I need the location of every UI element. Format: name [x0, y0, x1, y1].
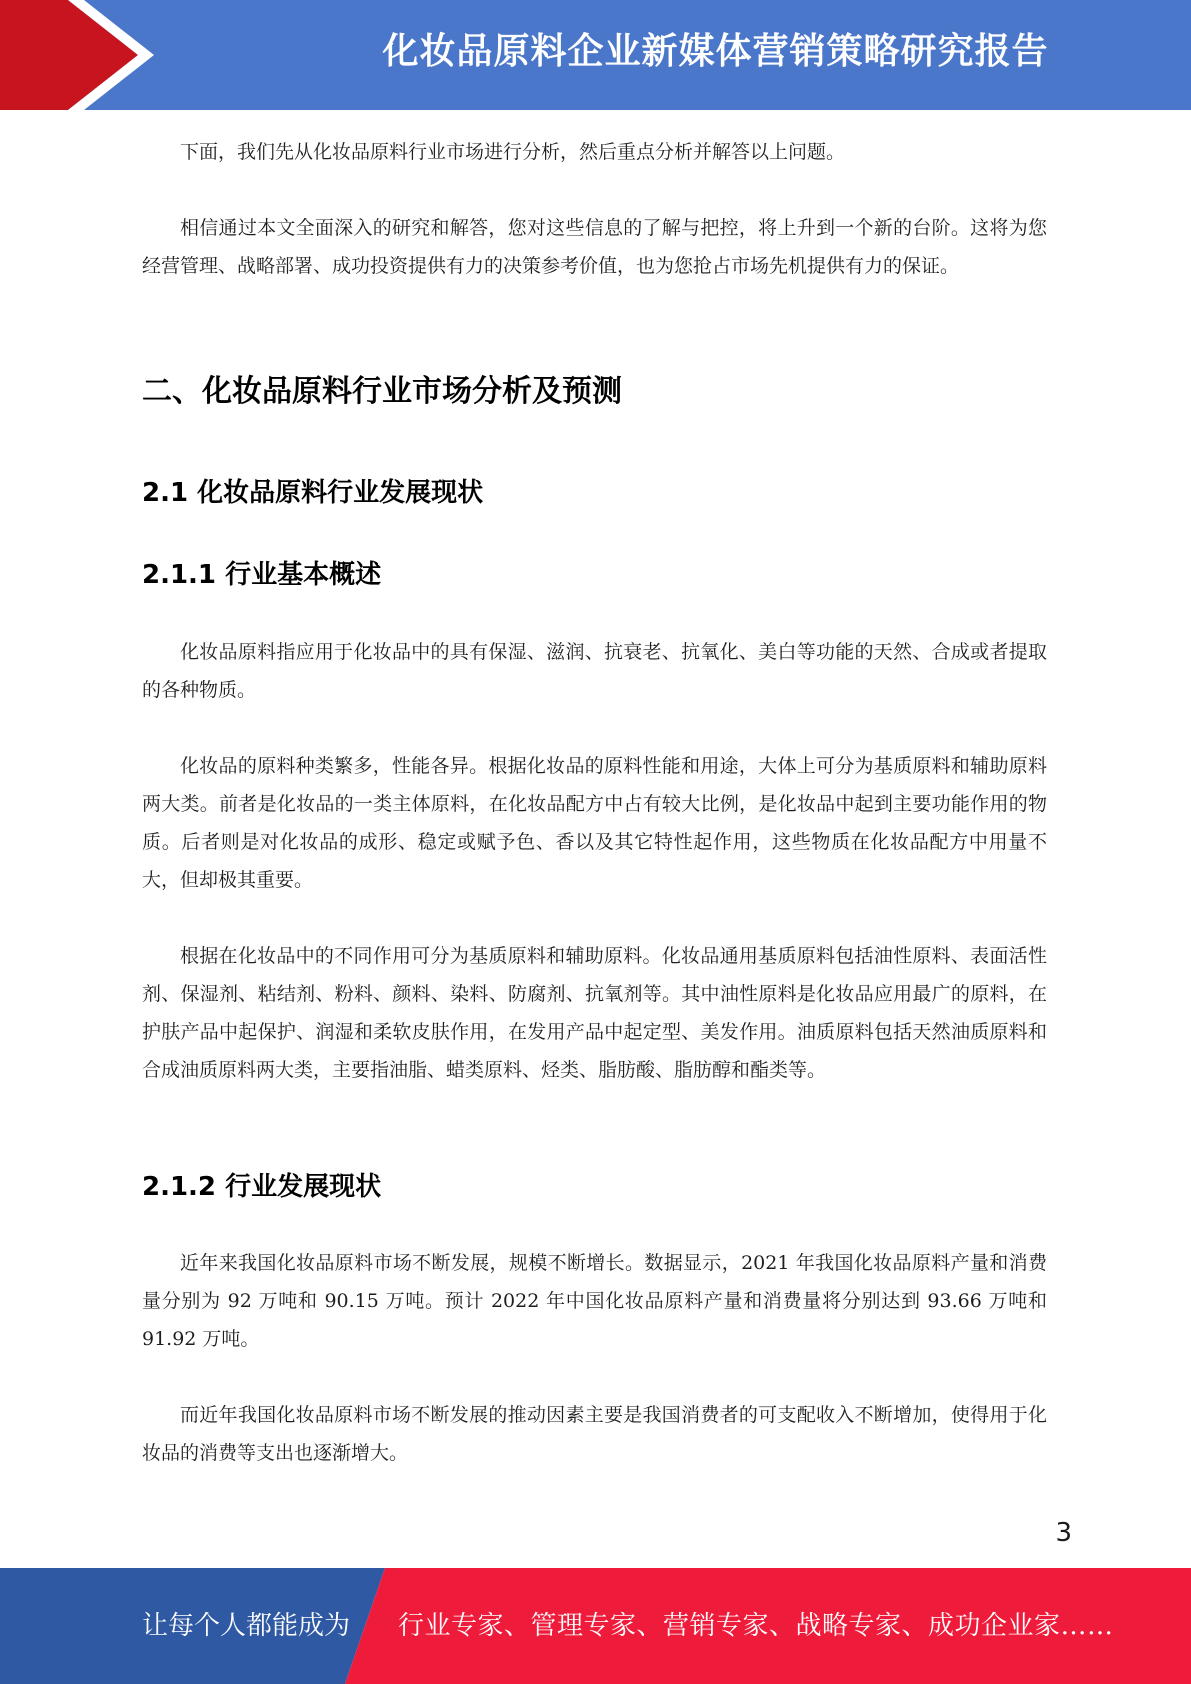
paragraph-drivers: 而近年我国化妆品原料市场不断发展的推动因素主要是我国消费者的可支配收入不断增加，使得用于化妆品的消费等支出也逐渐增大。 — [142, 1404, 1047, 1464]
paragraph-base-materials: 根据在化妆品中的不同作用可分为基质原料和辅助原料。化妆品通用基质原料包括油性原料、表面活性剂、保湿剂、粘结剂、粉料、颜料、染料、防腐剂、抗氧剂等。其中油性原料是化妆品应用最广的原料，在护肤产品中起保护、润湿和柔软皮肤作用，在发用产品中起定型、美发作用。油质原料包括天然油质原料和合成油质原料两大类，主要指油脂、蜡类原料、烃类、脂肪酸、脂肪醇和酯类等。 — [142, 945, 1047, 1081]
footer-experts: 行业专家、管理专家、营销专家、战略专家、成功企业家…… — [398, 1611, 1114, 1641]
paragraph-value: 相信通过本文全面深入的研究和解答，您对这些信息的了解与把控，将上升到一个新的台阶。这将为您经营管理、战略部署、成功投资提供有力的决策参考价值，也为您抢占市场先机提供有力的保证。 — [142, 217, 1047, 277]
page-footer — [0, 1568, 1191, 1684]
section-heading: 二、化妆品原料行业市场分析及预测 — [142, 374, 622, 409]
paragraph-market-data: 近年来我国化妆品原料市场不断发展，规模不断增长。数据显示，2021 年我国化妆品原料产量和消费量分别为 92 万吨和 90.15 万吨。预计 2022 年中国化妆品原料产量和消费量将分别达到 93.66 万吨和 91.92 万吨。 — [142, 1252, 1047, 1350]
paragraph-intro: 下面，我们先从化妆品原料行业市场进行分析，然后重点分析并解答以上问题。 — [180, 141, 846, 163]
subsubsection-heading-status: 2.1.2 行业发展现状 — [142, 1172, 382, 1202]
subsection-heading: 2.1 化妆品原料行业发展现状 — [142, 478, 484, 508]
paragraph-classification: 化妆品的原料种类繁多，性能各异。根据化妆品的原料性能和用途，大体上可分为基质原料和辅助原料两大类。前者是化妆品的一类主体原料，在化妆品配方中占有较大比例，是化妆品中起到主要功能作用的物质。后者则是对化妆品的成形、稳定或赋予色、香以及其它特性起作用，这些物质在化妆品配方中用量不大，但却极其重要。 — [142, 755, 1047, 891]
subsubsection-heading-overview: 2.1.1 行业基本概述 — [142, 560, 382, 590]
footer-slogan: 让每个人都能成为 — [142, 1611, 351, 1641]
paragraph-definition: 化妆品原料指应用于化妆品中的具有保湿、滋润、抗衰老、抗氧化、美白等功能的天然、合成或者提取的各种物质。 — [142, 641, 1047, 701]
header-chevron-icon — [0, 0, 160, 110]
page-number: 3 — [1055, 1518, 1072, 1548]
page-header — [0, 0, 1191, 110]
report-title: 化妆品原料企业新媒体营销策略研究报告 — [382, 31, 1049, 72]
